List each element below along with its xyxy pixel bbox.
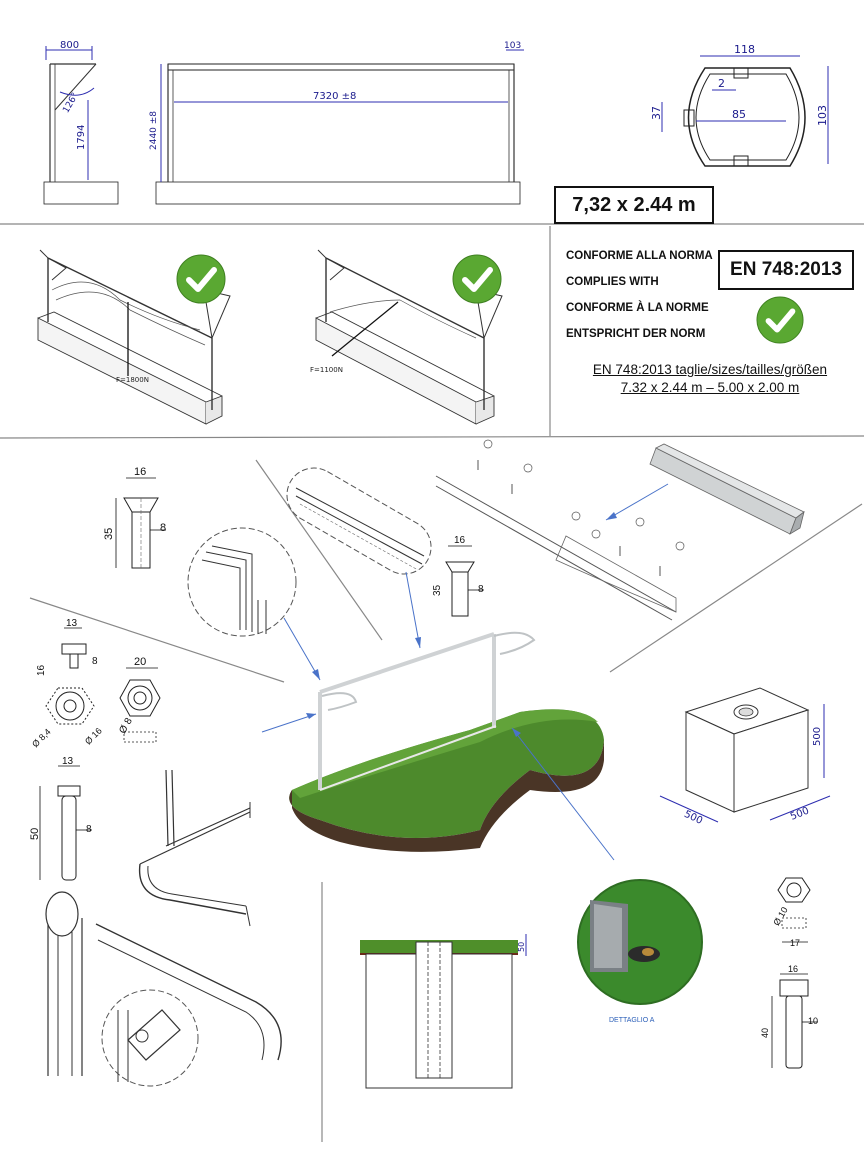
size-label-box: [554, 186, 714, 224]
norm-title-box: [718, 250, 854, 290]
bolt-b-height: 35: [432, 584, 443, 596]
front-height-label: 2440 ±8: [149, 110, 159, 150]
washer-height: 16: [36, 664, 47, 676]
detail-a: [578, 880, 702, 1024]
norm-line-de: ENTSPRICHT DER NORM: [566, 328, 706, 340]
washer-width: 13: [66, 618, 78, 629]
check-icon: [756, 296, 804, 344]
nut-phi: Ø 8: [117, 716, 135, 736]
pin: [29, 756, 92, 880]
washer: [30, 618, 104, 749]
bolt-a-height: 35: [103, 527, 115, 540]
pin-width: 13: [62, 756, 74, 767]
washer-phi2: Ø 16: [82, 725, 104, 747]
divider-2: [0, 436, 864, 438]
norm-title: EN 748:2013: [730, 259, 842, 280]
bolt-a-diameter: 8: [160, 522, 167, 534]
norm-line-it: CONFORME ALLA NORMA: [566, 250, 713, 262]
profile-section: [650, 43, 829, 166]
bolt-c-nut: 17: [790, 938, 801, 948]
check-icon: [452, 254, 502, 304]
washer-diameter: 8: [92, 656, 98, 667]
goal-3d-view: [289, 633, 604, 852]
force-2-label: F=1100N: [310, 366, 343, 374]
profile-slot-label: 2: [718, 77, 725, 90]
rail-assembly: [436, 440, 684, 620]
pin-height: 50: [29, 827, 41, 840]
bolt-c-diameter: 10: [808, 1016, 819, 1026]
bracket-assembly: [140, 770, 250, 926]
side-depth-label: 800: [60, 40, 80, 51]
base-block: [660, 688, 830, 827]
sizes-line-2: 7.32 x 2.44 m – 5.00 x 2.00 m: [620, 380, 800, 395]
side-angle-label: 126°: [61, 91, 81, 115]
front-width-label: 7320 ±8: [313, 91, 357, 102]
profile-width-label: 118: [734, 43, 755, 56]
side-view: [44, 40, 118, 204]
ground-depth: 50: [517, 941, 526, 952]
bolt-a: [103, 466, 166, 568]
check-icon: [176, 254, 226, 304]
bolt-c-height: 40: [760, 1027, 770, 1038]
front-post-label: 103: [504, 41, 522, 51]
detail-a-label: DETTAGLIO A: [609, 1017, 655, 1024]
bolt-c-phi: Ø 10: [771, 905, 790, 928]
bolt-c: [760, 878, 818, 1068]
washer-phi1: Ø 8,4: [30, 726, 53, 750]
bolt-b: [432, 535, 484, 616]
bolt-b-width: 16: [454, 535, 466, 546]
bolt-b-diameter: 8: [478, 584, 484, 595]
nut-width: 20: [134, 656, 147, 668]
norm-line-en: COMPLIES WITH: [566, 276, 659, 288]
block-depth: 500: [788, 805, 811, 823]
profile-height-label: 103: [816, 105, 829, 126]
size-label: 7,32 x 2.44 m: [572, 193, 696, 216]
bolt-c-head: 16: [788, 964, 799, 974]
force-1-label: F=1800N: [116, 376, 149, 384]
profile-inner-label: 85: [732, 108, 746, 121]
block-height: 500: [812, 726, 823, 746]
front-view: [149, 41, 524, 204]
profile-bar: [650, 444, 804, 534]
bracket-detail: [46, 892, 281, 1086]
profile-offset-label: 37: [650, 106, 663, 120]
norm-line-fr: CONFORME À LA NORME: [566, 302, 709, 314]
nut: [117, 656, 160, 742]
sizes-line-1: EN 748:2013 taglie/sizes/tailles/größen: [592, 362, 828, 377]
detail-circle-1: [188, 528, 296, 636]
bolt-a-width: 16: [134, 466, 147, 478]
side-height-label: 1794: [76, 124, 87, 150]
block-width: 500: [682, 808, 705, 827]
detail-capsule: [277, 458, 441, 584]
ground-section: [360, 934, 526, 1088]
pin-diameter: 8: [86, 824, 92, 835]
